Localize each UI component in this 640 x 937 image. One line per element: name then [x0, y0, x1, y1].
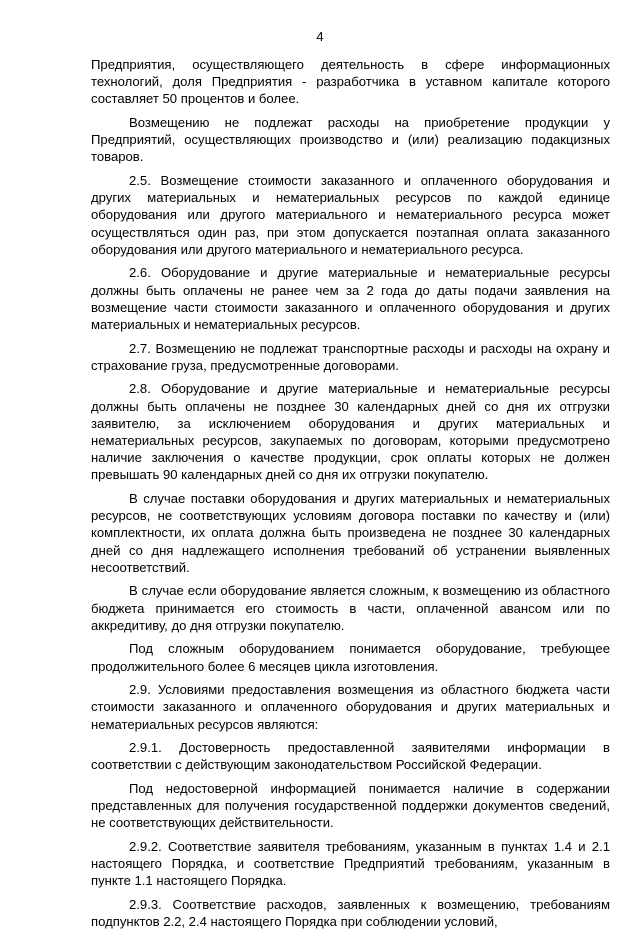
paragraph: 2.9.2. Соответствие заявителя требованиям, указанным в пунктах 1.4 и 2.1 настоящего Порядка, и соответствие Предприятий требованиям, указанным в пункте 1.1 настоящего Порядка.	[91, 839, 610, 889]
paragraph: Предприятия, осуществляющего деятельность в сфере информационных технологий, доля Предприятия - разработчика в уставном капитале которого составляет 50 процентов и более.	[91, 57, 610, 107]
paragraph: Под недостоверной информацией понимается наличие в содержании представленных для получения государственной поддержки документов сведений, не соответствующих действительности.	[91, 781, 610, 831]
paragraph: 2.9. Условиями предоставления возмещения из областного бюджета части стоимости заказанного и оплаченного оборудования и других материальных и нематериальных ресурсов являются:	[91, 682, 610, 732]
paragraph: В случае поставки оборудования и других материальных и нематериальных ресурсов, не соответствующих условиям договора поставки по качеству и (или) комплектности, их оплата должна быть произведена не позднее 30 календарных дней со дня надлежащего исполнения требований об устранении выявленных несоответствий.	[91, 491, 610, 575]
paragraph: Под сложным оборудованием понимается оборудование, требующее продолжительного более 6 месяцев цикла изготовления.	[91, 641, 610, 674]
document-body	[91, 56, 610, 937]
paragraph: 2.7. Возмещению не подлежат транспортные расходы и расходы на охрану и страхование груза, предусмотренные договорами.	[91, 340, 610, 373]
paragraph: 2.9.1. Достоверность предоставленной заявителями информации в соответствии с действующим законодательством Российской Федерации.	[91, 740, 610, 773]
paragraph: 2.6. Оборудование и другие материальные и нематериальные ресурсы должны быть оплачены не ранее чем за 2 года до даты подачи заявления на возмещение части стоимости заказанного и оплаченного оборудования и других материальных и нематериальных ресурсов.	[91, 265, 610, 333]
paragraph: 2.9.3. Соответствие расходов, заявленных к возмещению, требованиям подпунктов 2.2, 2.4 настоящего Порядка при соблюдении условий,	[91, 897, 610, 930]
paragraph: 2.8. Оборудование и другие материальные и нематериальные ресурсы должны быть оплачены не позднее 30 календарных дней со дня их отгрузки заявителю, за исключением оборудования и других материальных и нематериальных ресурсов, закупаемых по договорам, которыми предусмотрено наличие заключения о качестве продукции, срок оплаты которых не должен превышать 90 календарных дней со дня их отгрузки покупателю.	[91, 381, 610, 483]
paragraph: Возмещению не подлежат расходы на приобретение продукции у Предприятий, осуществляющих производство и (или) реализацию подакцизных товаров.	[91, 115, 610, 165]
paragraph: 2.5. Возмещение стоимости заказанного и оплаченного оборудования и других материальных и нематериальных ресурсов по каждой единице оборудования или другого материального и нематериального ресурса может осуществляться один раз, при этом допускается поэтапная оплата заказанного оборудования или другого материального и нематериального ресурса.	[91, 173, 610, 257]
page-number: 4	[316, 29, 324, 44]
paragraph: В случае если оборудование является сложным, к возмещению из областного бюджета принимается его стоимость в части, оплаченной авансом или по аккредитиву, до дня отгрузки покупателю.	[91, 583, 610, 633]
